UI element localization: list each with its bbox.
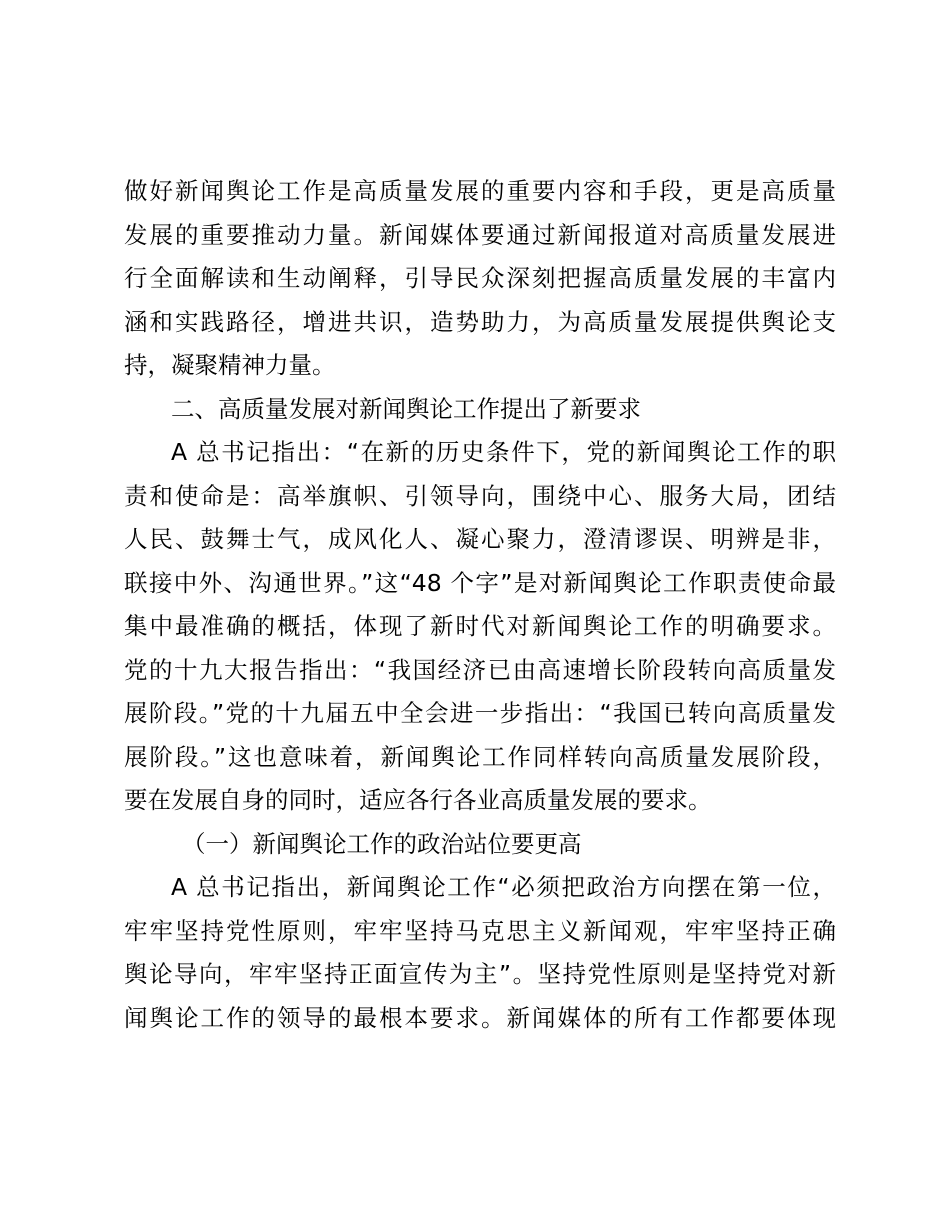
paragraph-2-line-5: 集中最准确的概括，体现了新时代对新闻舆论工作的明确要求。: [124, 612, 836, 640]
document-page: [124, 170, 836, 1040]
paragraph-2-line-1: A 总书记指出：“在新的历史条件下，党的新闻舆论工作的职: [171, 438, 836, 466]
subsection-heading-1: （一）新闻舆论工作的政治站位要更高: [182, 829, 582, 858]
paragraph-1-line-4: 涵和实践路径，增进共识，造势助力，为高质量发展提供舆论支: [124, 307, 836, 336]
paragraph-2-line-4: 联接中外、沟通世界。”这“48 个字”是对新闻舆论工作职责使命最: [124, 568, 836, 597]
paragraph-3-line-2: 牢牢坚持党性原则，牢牢坚持马克思主义新闻观，牢牢坚持正确: [124, 916, 836, 945]
paragraph-2-line-7: 展阶段。”党的十九届五中全会进一步指出：“我国已转向高质量发: [124, 699, 836, 727]
paragraph-2-line-9: 要在发展自身的同时，适应各行各业高质量发展的要求。: [124, 786, 712, 814]
paragraph-2-line-6: 党的十九大报告指出：“我国经济已由高速增长阶段转向高质量发: [124, 655, 836, 684]
paragraph-1-line-3: 行全面解读和生动阐释，引导民众深刻把握高质量发展的丰富内: [124, 264, 836, 292]
paragraph-1-line-2: 发展的重要推动力量。新闻媒体要通过新闻报道对高质量发展进: [124, 220, 836, 249]
section-heading-2: 二、高质量发展对新闻舆论工作提出了新要求: [171, 394, 641, 423]
paragraph-2-line-8: 展阶段。”这也意味着，新闻舆论工作同样转向高质量发展阶段，: [124, 742, 836, 771]
paragraph-2-line-2: 责和使命是：高举旗帜、引领导向，围绕中心、服务大局，团结: [124, 481, 836, 510]
paragraph-2-line-3: 人民、鼓舞士气，成风化人、凝心聚力，澄清谬误、明辨是非，: [124, 525, 836, 553]
paragraph-3-line-1: A 总书记指出，新闻舆论工作“必须把政治方向摆在第一位，: [171, 873, 836, 901]
paragraph-3-line-3: 舆论导向，牢牢坚持正面宣传为主”。坚持党性原则是坚持党对新: [124, 960, 836, 988]
paragraph-1-line-5: 持，凝聚精神力量。: [124, 351, 336, 379]
paragraph-1-line-1: 做好新闻舆论工作是高质量发展的重要内容和手段，更是高质量: [124, 177, 836, 205]
paragraph-3-line-4: 闻舆论工作的领导的最根本要求。新闻媒体的所有工作都要体现: [124, 1003, 836, 1032]
